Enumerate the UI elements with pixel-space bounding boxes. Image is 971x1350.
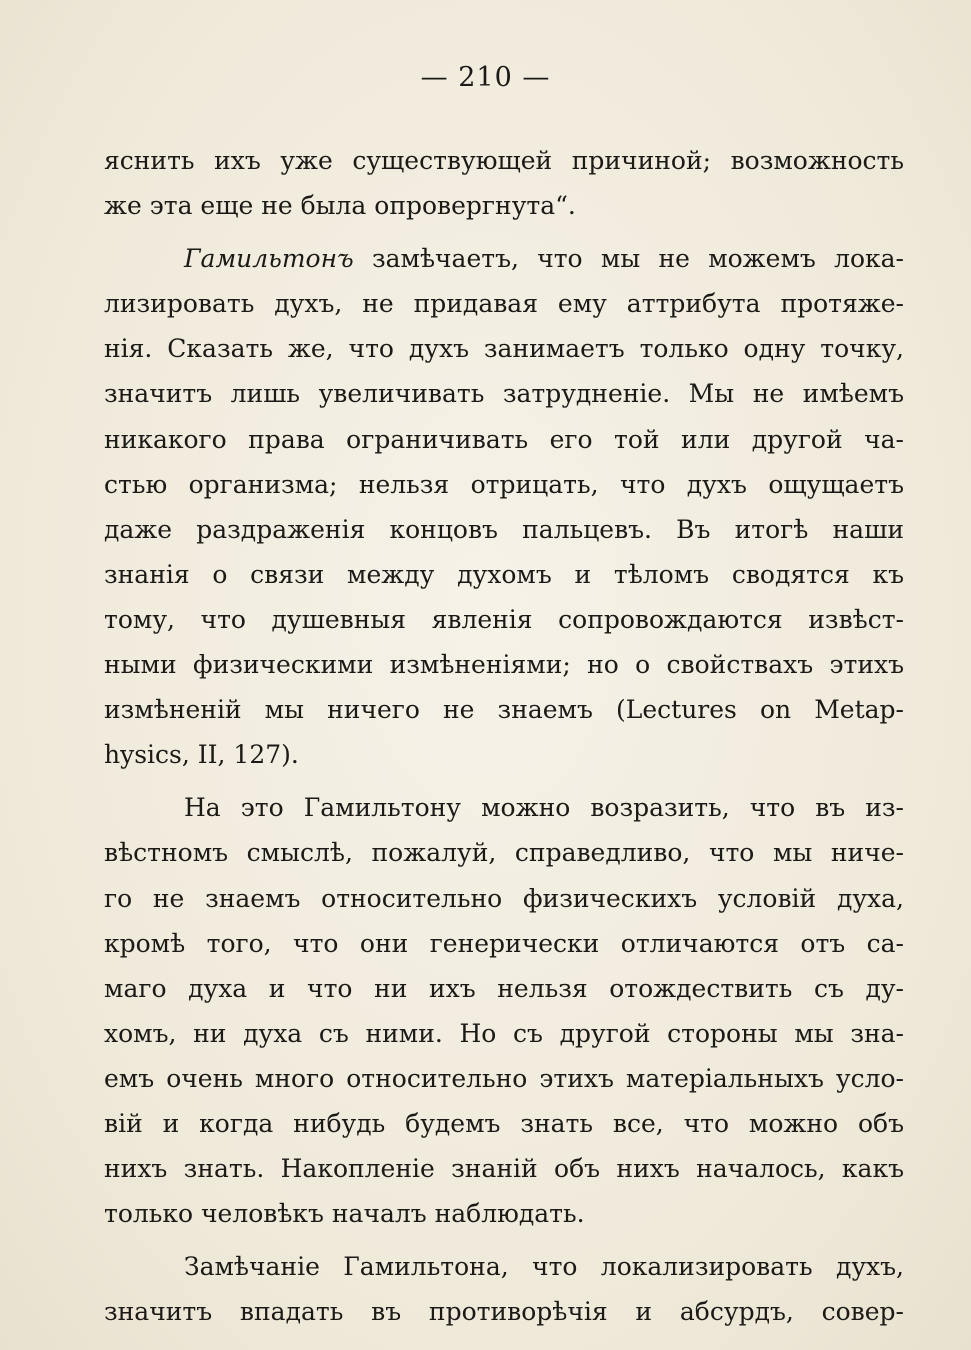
text-line: только человѣкъ началъ наблюдать. — [104, 1199, 585, 1229]
text-line: же эта еще не была опровергнута“. — [104, 191, 576, 221]
text-line: даже раздраженія концовъ пальцевъ. Въ итогѣ наши — [104, 514, 904, 544]
text-line: стью организма; нельзя отрицать, что духъ ощущаетъ — [104, 469, 904, 499]
text-line-first — [104, 236, 904, 281]
text-line: значитъ лишь увеличивать затрудненіе. Мы не имѣемъ — [104, 379, 904, 409]
page-number: — 210 — — [420, 62, 551, 93]
italic-name: Гамильтонъ — [184, 244, 354, 274]
text-line: вій и когда нибудь будемъ знать все, что можно объ — [104, 1108, 904, 1138]
text-line: нихъ знать. Накопленіе знаній объ нихъ началось, какъ — [104, 1154, 904, 1184]
text-line: лизировать духъ, не придавая ему аттрибута протяже- — [104, 289, 904, 319]
text-line: Замѣчаніе Гамильтона, что локализировать духъ, — [184, 1252, 904, 1282]
text-line: никакого права ограничивать его той или другой ча- — [104, 424, 904, 454]
paragraph-3 — [104, 785, 904, 1236]
text-line: значитъ впадать въ противорѣчія и абсурдъ, совер- — [104, 1297, 904, 1327]
text-line-rest: замѣчаетъ, что мы не можемъ лока- — [371, 244, 904, 274]
text-line: знанія о связи между духомъ и тѣломъ сводятся къ — [104, 559, 904, 589]
text-line: маго духа и что ни ихъ нельзя отождествить съ ду- — [104, 973, 904, 1003]
text-line: нія. Сказать же, что духъ занимаетъ только одну точку, — [104, 334, 904, 364]
text-line: кромѣ того, что они генерически отличаются отъ са- — [104, 928, 904, 958]
text-line: хомъ, ни духа съ ними. Но съ другой стороны мы зна- — [104, 1018, 904, 1048]
paragraph-2 — [104, 236, 904, 777]
text-line: ными физическими измѣненіями; но о свойствахъ этихъ — [104, 650, 904, 680]
text-line: тому, что душевныя явленія сопровождаются извѣст- — [104, 604, 904, 634]
text-line: измѣненій мы ничего не знаемъ (Lectures on Metap- — [104, 695, 904, 725]
text-line: hysics, II, 127). — [104, 740, 299, 770]
text-line: емъ очень много относительно этихъ матеріальныхъ усло- — [104, 1063, 904, 1093]
text-line: го не знаемъ относительно физическихъ условій духа, — [104, 883, 904, 913]
text-line: На это Гамильтону можно возразить, что въ из- — [184, 793, 904, 823]
text-line: яснить ихъ уже существующей причиной; возможность — [104, 146, 904, 175]
body-text — [104, 138, 904, 1334]
paragraph-1 — [104, 138, 904, 228]
text-line: вѣстномъ смыслѣ, пожалуй, справедливо, что мы ниче- — [104, 838, 904, 868]
paragraph-4 — [104, 1244, 904, 1334]
